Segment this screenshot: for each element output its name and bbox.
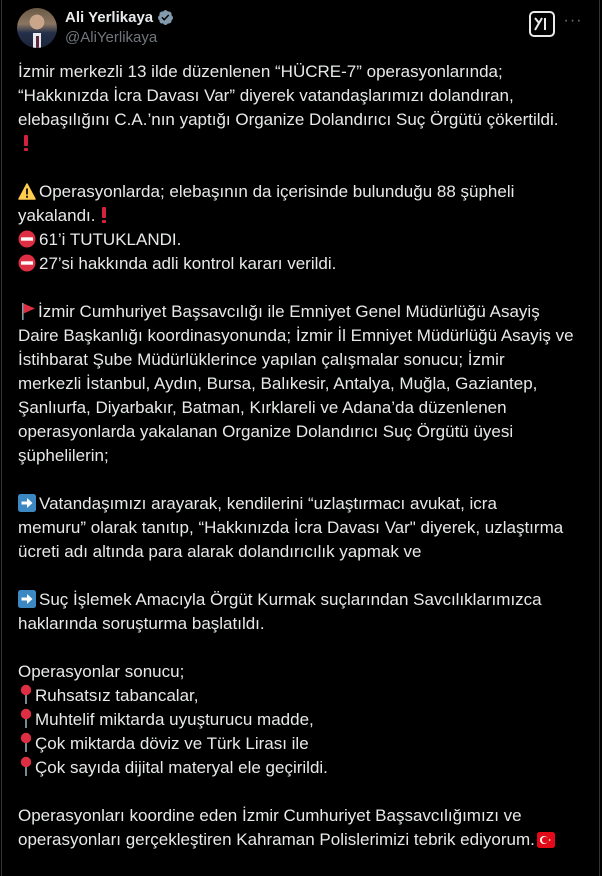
round-pushpin-icon: [20, 732, 32, 752]
post-line: [18, 588, 588, 612]
avatar-tie: [36, 36, 39, 48]
warning-icon: [18, 183, 36, 200]
no-entry-icon: [18, 230, 36, 248]
post-line: merkezli İstanbul, Aydın, Bursa, Balıkesir, Antalya, Muğla, Gaziantep,: [18, 374, 538, 393]
avatar[interactable]: [17, 8, 57, 48]
right-arrow-icon: [18, 590, 36, 608]
post-line: İstihbarat Şube Müdürlüklerince yapılan çalışmalar sonucu; İzmir: [18, 350, 505, 369]
post-text: İzmir Cumhuriyet Başsavcılığı ile Emniyet Genel Müdürlüğü Asayiş: [38, 302, 540, 321]
post-line: Daire Başkanlığı koordinasyonunda; İzmir İl Emniyet Müdürlüğü Asayiş ve: [18, 326, 574, 345]
post-line: ücreti adı altında para alarak dolandırıcılık yapmak ve: [18, 542, 422, 561]
post-line: memuru” olarak tanıtıp, “Hakkınızda İcra Davası Var" diyerek, uzlaştırma: [18, 518, 564, 537]
exclamation-icon: [102, 207, 106, 223]
author-name[interactable]: Ali Yerlikaya: [65, 9, 154, 26]
list-item: [18, 732, 588, 756]
post-line: [18, 180, 588, 204]
post-text: 27’si hakkında adli kontrol kararı verildi.: [39, 254, 337, 273]
list-item-text: Çok miktarda döviz ve Türk Lirası ile: [35, 734, 309, 753]
author-handle[interactable]: @AliYerlikaya: [65, 29, 158, 46]
post-text: Operasyonlarda; elebaşının da içerisinde bulunduğu 88 şüpheli: [39, 182, 515, 201]
spacer: [18, 156, 588, 180]
post-line: “Hakkınızda İcra Davası Var” diyerek vatandaşlarımızı dolandıran,: [18, 86, 514, 105]
post-text: operasyonları gerçekleştiren Kahraman Polislerimizi tebrik ediyorum.: [18, 830, 535, 849]
post-text: Vatandaşımızı arayarak, kendilerini “uzlaştırmacı avukat, icra: [39, 494, 497, 513]
post-line: şüphelilerin;: [18, 446, 109, 465]
spacer: [18, 468, 588, 492]
exclamation-icon: [24, 135, 28, 151]
post-line: Operasyonları koordine eden İzmir Cumhuriyet Başsavcılığımızı ve: [18, 806, 522, 825]
verified-badge-icon: [157, 9, 174, 26]
post-text: Suç İşlemek Amacıyla Örgüt Kurmak suçlarından Savcılıklarımızca: [39, 590, 542, 609]
post-line: [18, 828, 588, 852]
round-pushpin-icon: [20, 708, 32, 728]
post-line: [18, 228, 588, 252]
more-options-button[interactable]: ···: [563, 12, 583, 29]
list-item-text: Muhtelif miktarda uyuşturucu madde,: [35, 710, 314, 729]
post-line: İzmir merkezli 13 ilde düzenlenen “HÜCRE-7” operasyonlarında;: [18, 62, 503, 81]
spacer: [18, 780, 588, 804]
spacer: [18, 636, 588, 660]
red-flag-icon: [21, 302, 37, 320]
post-line: [18, 252, 588, 276]
post-line: [18, 300, 588, 324]
round-pushpin-icon: [20, 756, 32, 776]
list-item: [18, 756, 588, 780]
list-item: [18, 708, 588, 732]
no-entry-icon: [18, 254, 36, 272]
list-item-text: Çok sayıda dijital materyal ele geçirildi.: [35, 758, 328, 777]
post-line: haklarında soruşturma başlatıldı.: [18, 614, 265, 633]
grok-icon: [534, 17, 550, 31]
round-pushpin-icon: [20, 684, 32, 704]
turkey-flag-icon: [537, 832, 555, 848]
post-text: yakalandı.: [18, 206, 96, 225]
post-body: [18, 60, 588, 852]
post-line: elebaşılığını C.A.’nın yaptığı Organize Dolandırıcı Suç Örgütü çökertildi.: [18, 110, 559, 129]
post-header: [17, 8, 585, 50]
spacer: [18, 276, 588, 300]
list-item-text: Ruhsatsız tabancalar,: [35, 686, 199, 705]
post-line: Operasyonlar sonucu;: [18, 662, 185, 681]
post-line: [18, 492, 588, 516]
post-line: operasyonlarda yakalanan Organize Dolandırıcı Suç Örgütü üyesi: [18, 422, 514, 441]
author-name-row[interactable]: [65, 9, 174, 26]
post-line: [18, 204, 588, 228]
post-line: [18, 132, 588, 156]
spacer: [18, 564, 588, 588]
grok-button[interactable]: [529, 11, 555, 37]
list-item: [18, 684, 588, 708]
post-line: Şanlıurfa, Diyarbakır, Batman, Kırklareli ve Adana’da düzenlenen: [18, 398, 507, 417]
post-text: 61’i TUTUKLANDI.: [39, 230, 182, 249]
right-arrow-icon: [18, 494, 36, 512]
